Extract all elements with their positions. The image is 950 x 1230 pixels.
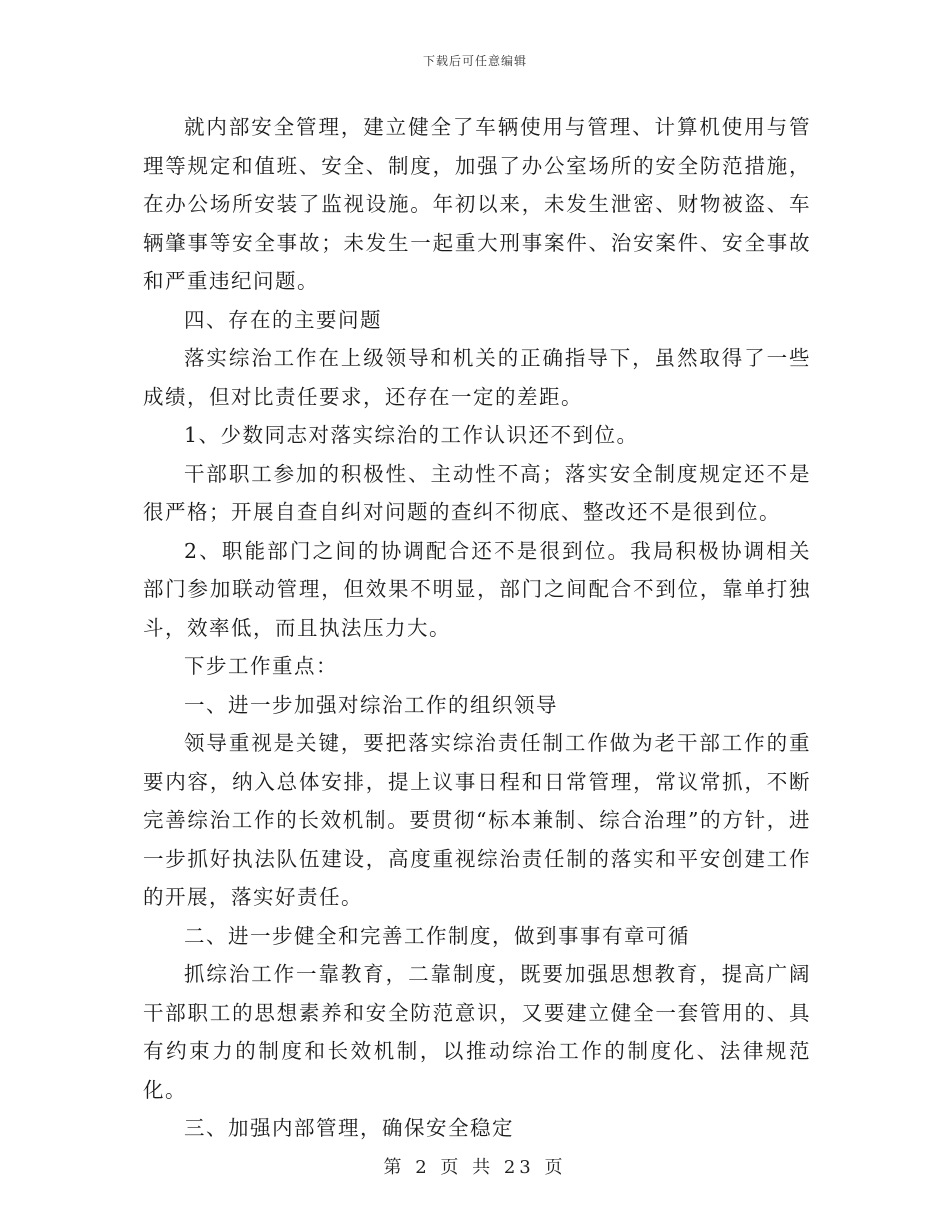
document-body (143, 108, 811, 1148)
paragraph-internal-safety: 就内部安全管理，建立健全了车辆使用与管理、计算机使用与管理等规定和值班、安全、制度，加强了办公室场所的安全防范措施，在办公场所安装了监视设施。年初以来，未发生泄密、财物被盗、车辆肇事等安全事故；未发生一起重大刑事案件、治安案件、安全事故和严重违纪问题。 (143, 115, 811, 293)
heading-next-steps: 下步工作重点： (184, 654, 338, 678)
paragraph-step-1-detail: 领导重视是关键，要把落实综治责任制工作做为老干部工作的重要内容，纳入总体安排，提上议事日程和日常管理，常议常抓，不断完善综治工作的长效机制。要贯彻“标本兼制、综合治理”的方针，进一步抓好执法队伍建设，高度重视综治责任制的落实和平安创建工作的开展，落实好责任。 (143, 731, 811, 909)
paragraph-problem-1: 1、少数同志对落实综治的工作认识还不到位。 (184, 423, 639, 447)
paragraph-step-2-detail: 抓综治工作一靠教育，二靠制度，既要加强思想教育，提高广阔干部职工的思想素养和安全防范意识，又要建立健全一套管用的、具有约束力的制度和长效机制，以推动综治工作的制度化、法律规范化。 (143, 962, 811, 1102)
page-header: 下载后可任意编辑 (422, 54, 527, 68)
paragraph-gap: 落实综治工作在上级领导和机关的正确指导下，虽然取得了一些成绩，但对比责任要求，还存在一定的差距。 (143, 346, 811, 409)
heading-step-2: 二、进一步健全和完善工作制度，做到事事有章可循 (184, 923, 690, 948)
heading-main-problems: 四、存在的主要问题 (184, 307, 382, 332)
paragraph-problem-2: 2、职能部门之间的协调配合还不是很到位。我局积极协调相关部门参加联动管理，但效果不明显，部门之间配合不到位，靠单打独斗，效率低，而且执法压力大。 (143, 538, 811, 640)
heading-step-3: 三、加强内部管理，确保安全稳定 (184, 1116, 514, 1140)
heading-step-1: 一、进一步加强对综治工作的组织领导 (184, 692, 558, 717)
page-footer: 第 2 页 共 23 页 (383, 1157, 567, 1178)
paragraph-problem-1-detail: 干部职工参加的积极性、主动性不高；落实安全制度规定还不是很严格；开展自查自纠对问题的查纠不彻底、整改还不是很到位。 (143, 461, 811, 524)
